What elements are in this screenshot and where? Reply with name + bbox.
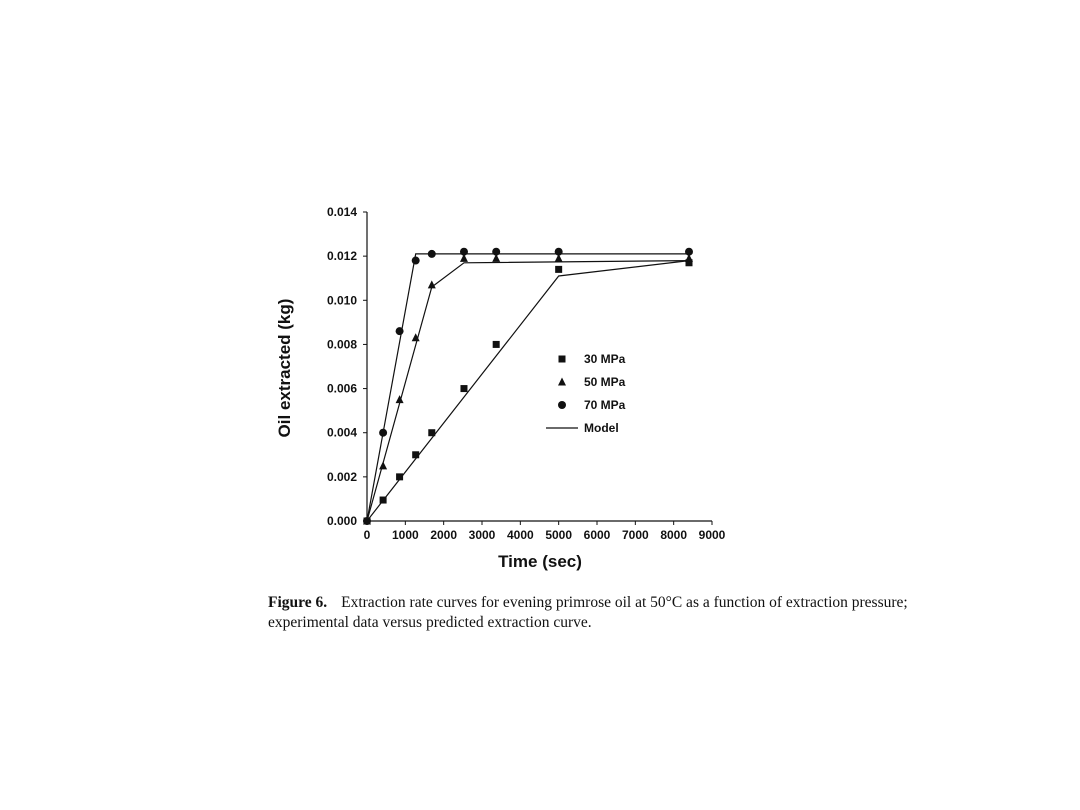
y-tick-label: 0.006 bbox=[326, 381, 357, 396]
x-tick-label: 7000 bbox=[621, 528, 649, 542]
model-curve-line bbox=[367, 261, 689, 521]
y-tick-label: 0.008 bbox=[326, 337, 357, 352]
point-70-mpa bbox=[428, 250, 436, 258]
point-30-mpa bbox=[412, 451, 419, 458]
y-tick-label: 0.004 bbox=[326, 425, 357, 440]
legend bbox=[546, 352, 626, 435]
y-tick-label: 0.012 bbox=[326, 249, 357, 264]
point-30-mpa bbox=[555, 266, 562, 273]
point-30-mpa bbox=[428, 429, 435, 436]
x-tick-label: 3000 bbox=[468, 528, 496, 542]
point-70-mpa bbox=[555, 248, 563, 256]
legend-marker bbox=[559, 356, 566, 363]
point-30-mpa bbox=[380, 497, 387, 504]
legend-label: Model bbox=[584, 421, 619, 435]
model-lines bbox=[367, 254, 689, 521]
legend-label: 30 MPa bbox=[584, 352, 626, 366]
x-tick-label: 5000 bbox=[545, 528, 573, 542]
axes bbox=[327, 205, 726, 542]
caption-text: Extraction rate curves for evening primrose oil at 50°C as a function of extraction pressure; experimental data versus predicted extraction curve. bbox=[268, 594, 908, 631]
x-tick-label: 4000 bbox=[506, 528, 534, 542]
x-axis-title: Time (sec) bbox=[498, 552, 582, 571]
point-70-mpa bbox=[363, 517, 371, 525]
point-70-mpa bbox=[396, 327, 404, 335]
figure-caption bbox=[268, 593, 988, 633]
figure-label: Figure 6. bbox=[268, 594, 328, 611]
legend-marker bbox=[558, 401, 566, 409]
point-70-mpa bbox=[685, 248, 693, 256]
x-tick-label: 6000 bbox=[583, 528, 611, 542]
x-tick-label: 2000 bbox=[430, 528, 458, 542]
x-tick-label: 1000 bbox=[391, 528, 419, 542]
x-tick-label: 8000 bbox=[660, 528, 688, 542]
y-tick-label: 0.014 bbox=[326, 205, 357, 219]
x-tick-label: 9000 bbox=[698, 528, 726, 542]
model-curve-line bbox=[367, 254, 689, 521]
y-tick-label: 0.010 bbox=[326, 293, 357, 308]
point-70-mpa bbox=[460, 248, 468, 256]
point-70-mpa bbox=[492, 248, 500, 256]
legend-label: 70 MPa bbox=[584, 398, 626, 412]
x-tick-label: 0 bbox=[363, 528, 371, 542]
point-70-mpa bbox=[379, 429, 387, 437]
point-50-mpa bbox=[379, 461, 387, 469]
point-70-mpa bbox=[412, 257, 420, 265]
point-30-mpa bbox=[493, 341, 500, 348]
point-50-mpa bbox=[396, 395, 404, 403]
legend-label: 50 MPa bbox=[584, 375, 626, 389]
y-tick-label: 0.000 bbox=[326, 514, 357, 528]
y-tick-label: 0.002 bbox=[326, 469, 357, 484]
legend-marker bbox=[558, 378, 566, 386]
point-30-mpa bbox=[460, 385, 467, 392]
data-markers bbox=[363, 248, 693, 525]
model-curve-line bbox=[367, 261, 689, 521]
point-30-mpa bbox=[396, 473, 403, 480]
y-axis-title: Oil extracted (kg) bbox=[275, 298, 294, 438]
